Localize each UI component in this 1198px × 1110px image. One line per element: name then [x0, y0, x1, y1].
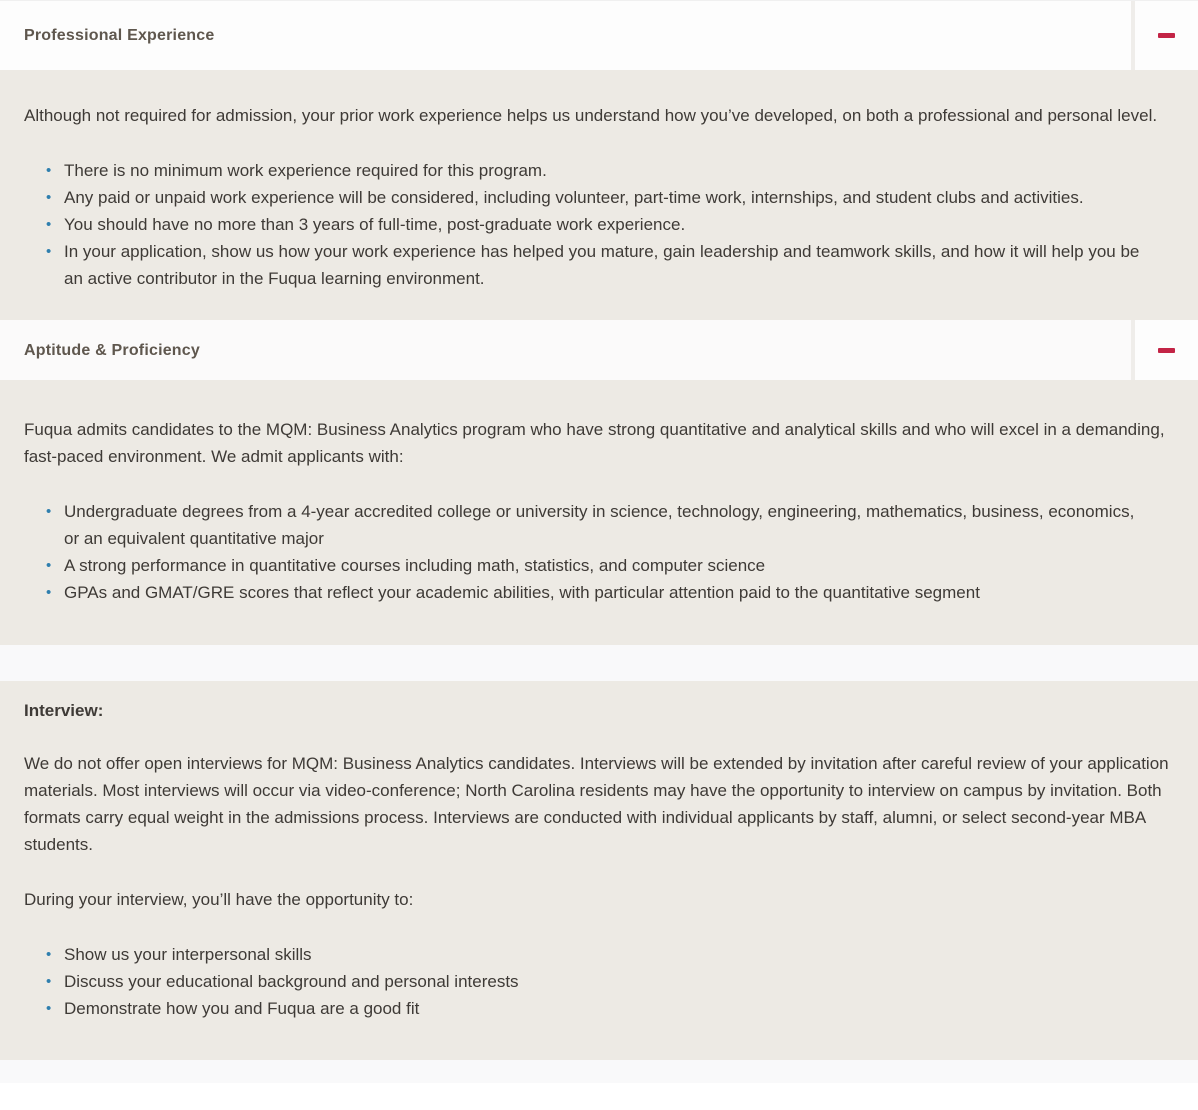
bullet-list	[46, 157, 1150, 292]
intro-paragraph: Fuqua admits candidates to the MQM: Business Analytics program who have strong quantitative and analytical skills and who will excel in a demanding, fast-paced environment. We admit applicants with:	[24, 420, 1165, 466]
intro-paragraph: Although not required for admission, your prior work experience helps us understand how you’ve developed, on both a professional and personal level.	[24, 106, 1158, 125]
bullet-list	[46, 498, 1150, 606]
accordion-title-aptitude-proficiency: Aptitude & Proficiency	[24, 341, 200, 359]
accordion-section-professional-experience	[0, 0, 1198, 320]
list-item: • GPAs and GMAT/GRE scores that reflect your academic abilities, with particular attention paid to the quantitative segment	[46, 579, 1150, 606]
accordion-header-professional-experience[interactable]	[0, 0, 1198, 70]
interview-content-panel	[0, 681, 1198, 1060]
collapse-toggle-button[interactable]	[1131, 1, 1198, 70]
list-item: • You should have no more than 3 years of full-time, post-graduate work experience.	[46, 211, 1150, 238]
accordion-panel-professional-experience	[0, 70, 1198, 320]
interview-lead: During your interview, you’ll have the opportunity to:	[24, 890, 414, 909]
list-item: • In your application, show us how your work experience has helped you mature, gain leadership and teamwork skills, and how it will help you be an active contributor in the Fuqua learning environment.	[46, 238, 1150, 292]
list-item: • Show us your interpersonal skills	[46, 941, 1150, 968]
list-item: • Undergraduate degrees from a 4-year accredited college or university in science, technology, engineering, mathematics, business, economics, or an equivalent quantitative major	[46, 498, 1150, 552]
list-item: • Demonstrate how you and Fuqua are a good fit	[46, 995, 1150, 1022]
bullet-list	[46, 941, 1150, 1022]
interview-paragraph: We do not offer open interviews for MQM: Business Analytics candidates. Interviews will be extended by invitation after careful review of your application materials. Most interviews will occur via video-conference; North Carolina residents may have the opportunity to interview on campus by invitation. Both formats carry equal weight in the admissions process. Interviews are conducted with individual applicants by staff, alumni, or select second-year MBA students.	[24, 754, 1169, 854]
minus-icon	[1158, 33, 1175, 38]
accordion-title-professional-experience: Professional Experience	[24, 27, 215, 44]
list-item: • Discuss your educational background and personal interests	[46, 968, 1150, 995]
list-item: • Any paid or unpaid work experience will be considered, including volunteer, part-time work, internships, and student clubs and activities.	[46, 184, 1150, 211]
interview-heading: Interview:	[24, 701, 104, 720]
collapse-toggle-button[interactable]	[1131, 320, 1198, 380]
accordion-panel-aptitude-proficiency	[0, 380, 1198, 645]
accordion-section-aptitude-proficiency	[0, 320, 1198, 645]
bottom-strip	[0, 1060, 1198, 1083]
accordion-header-aptitude-proficiency[interactable]	[0, 320, 1198, 380]
list-item: • There is no minimum work experience required for this program.	[46, 157, 1150, 184]
section-divider-strip	[0, 645, 1198, 681]
list-item: • A strong performance in quantitative courses including math, statistics, and computer science	[46, 552, 1150, 579]
minus-icon	[1158, 348, 1175, 353]
